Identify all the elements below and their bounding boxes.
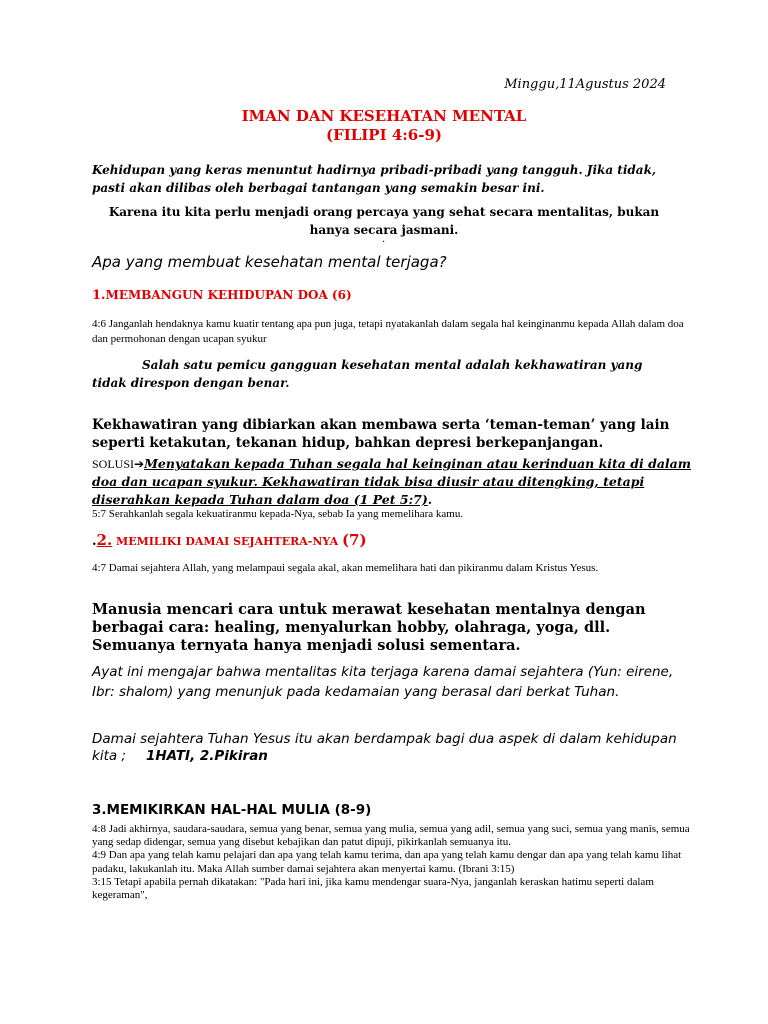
salah-satu-paragraph: Salah satu pemicu gangguan kesehatan mental adalah kekhawatiran yang tidak direspon dengan benar. (92, 358, 643, 390)
solusi-label: SOLUSI (92, 457, 135, 471)
section-3-heading: 3.MEMIKIRKAN HAL-HAL MULIA (8-9) (92, 802, 372, 818)
section-2-heading (92, 531, 367, 549)
sermon-title: IMAN DAN KESEHATAN MENTAL (241, 107, 527, 125)
karena-paragraph: Karena itu kita perlu menjadi orang percaya yang sehat secara mentalitas, bukan hanya secara jasmani. (108, 205, 660, 237)
section-2-number: 2. (96, 531, 113, 549)
right-arrow-icon: ➔ (134, 457, 145, 471)
section-2-verse-ref: (7) (341, 531, 367, 549)
damai-paragraph (92, 731, 682, 765)
verse-5-7: 5:7 Serahkanlah segala kekuatiranmu kepada-Nya, sebab Ia yang memelihara kamu. (92, 508, 464, 520)
kekhawatiran-paragraph: Kekhawatiran yang dibiarkan akan membawa serta ‘teman-teman’ yang lain seperti ketakutan, tekanan hidup, bahkan depresi berkepanjangan. (92, 417, 670, 451)
manusia-paragraph: Manusia mencari cara untuk merawat kesehatan mentalnya dengan berbagai cara: healing, menyalurkan hobby, olahraga, yoga, dll. Semuanya ternyata hanya menjadi solusi sementara. (92, 601, 646, 654)
main-question: Apa yang membuat kesehatan mental terjaga? (92, 253, 447, 271)
section-2-dot: . (92, 534, 97, 549)
damai-text: Damai sejahtera Tuhan Yesus itu akan berdampak bagi dua aspek di dalam kehidupan kita ; (92, 731, 677, 764)
sermon-scripture-reference: (FILIPI 4:6-9) (325, 126, 442, 144)
section-2-title: MEMILIKI DAMAI SEJAHTERA-NYA (112, 535, 342, 548)
verse-3-15: 3:15 Tetapi apabila pernah dikatakan: "Pada hari ini, jika kamu mendengar suara-Nya, janganlah keraskan hatimu seperti dalam kegeraman", (92, 875, 654, 902)
date-line: Minggu,11Agustus 2024 (504, 77, 666, 92)
ayat-paragraph: Ayat ini mengajar bahwa mentalitas kita terjaga karena damai sejahtera (Yun: eirene, Ibr: shalom) yang menunjuk pada kedamaian yang berasal dari berkat Tuhan. (92, 664, 674, 700)
section-1-title: MEMBANGUN KEHIDUPAN DOA (6) (105, 288, 352, 302)
verse-4-7: 4:7 Damai sejahtera Allah, yang melampaui segala akal, akan memelihara hati dan pikiranmu dalam Kristus Yesus. (92, 562, 599, 574)
solusi-end: . (427, 492, 433, 507)
separator-dot: . (382, 234, 386, 245)
section-1-number: 1. (92, 288, 106, 303)
intro-paragraph: Kehidupan yang keras menuntut hadirnya pribadi-pribadi yang tangguh. Jika tidak, pasti akan dilibas oleh berbagai tantangan yang semakin besar ini. (92, 163, 657, 195)
verse-4-8: 4:8 Jadi akhirnya, saudara-saudara, semua yang benar, semua yang mulia, semua yang adil, semua yang suci, semua yang manis, semua yang sedap didengar, semua yang disebut kebajikan dan patut dipuji, pikirkanlah semuanya itu. (92, 823, 690, 849)
solusi-paragraph (92, 455, 692, 509)
verse-4-6: 4:6 Janganlah hendaknya kamu kuatir tentang apa pun juga, tetapi nyatakanlah dalam segala hal keinginanmu kepada Allah dalam doa dan permohonan dengan ucapan syukur (92, 318, 684, 345)
verse-4-9: 4:9 Dan apa yang telah kamu pelajari dan apa yang telah kamu terima, dan apa yang telah kamu dengar dan apa yang telah kamu lihat padaku, lakukanlah itu. Maka Allah sumber damai sejahtera akan menyertai kamu. (Ibrani 3:15) (92, 849, 682, 875)
solusi-text: Menyatakan kepada Tuhan segala hal keinginan atau kerinduan kita di dalam doa dan ucapan syukur. Kekhawatiran tidak bisa diusir atau ditengking, tetapi diserahkan kepada Tuhan dalam doa (1 Pet 5:7) (92, 456, 691, 507)
section-1-heading (92, 288, 352, 303)
section-3-verses (92, 823, 692, 902)
damai-aspects: 1HATI, 2.Pikiran (145, 748, 268, 764)
